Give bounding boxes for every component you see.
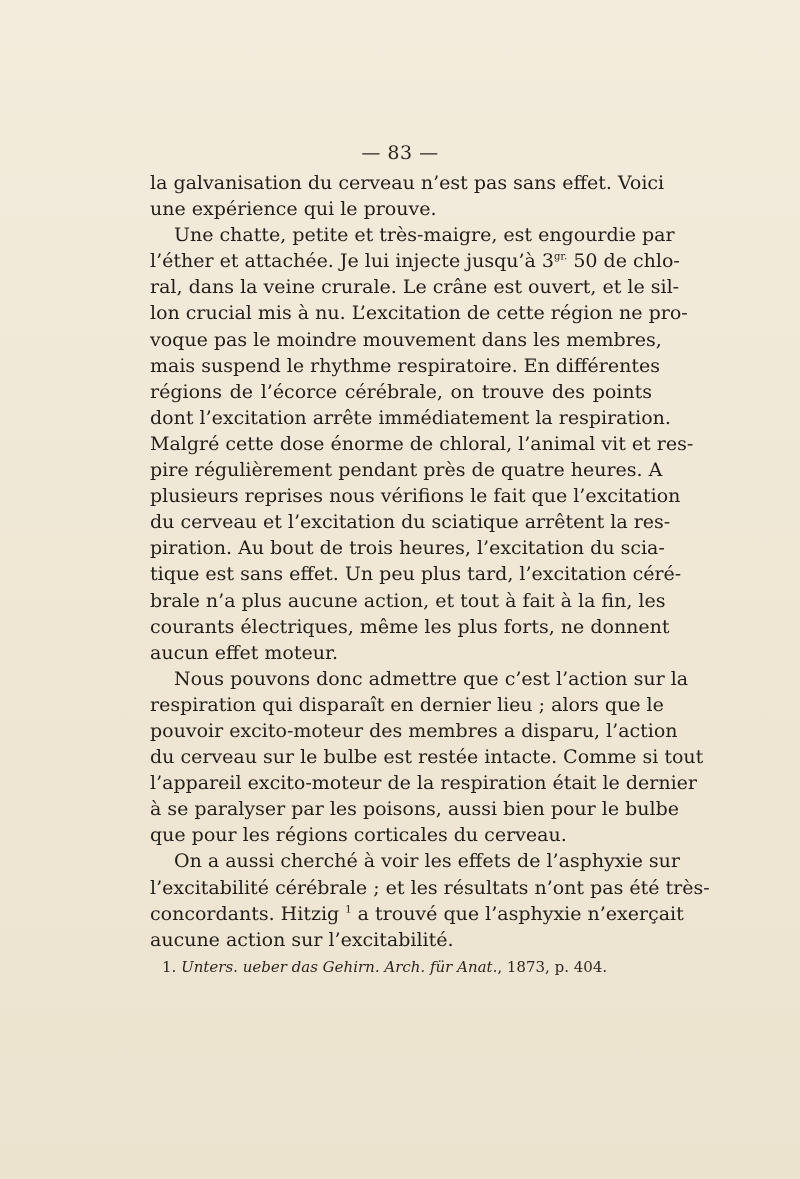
- body-text: [150, 170, 710, 953]
- text-line: aucune action sur l’excitabilité.: [150, 928, 454, 951]
- superscript: gr.: [554, 251, 568, 263]
- text-line: l’excitabilité cérébrale ; et les résultats n’ont pas été très-: [150, 876, 710, 899]
- text-line: du cerveau et l’excitation du sciatique arrêtent la res-: [150, 511, 671, 534]
- text-line: plusieurs reprises nous vérifions le fait que l’excitation: [150, 485, 681, 508]
- text-line: [150, 248, 680, 274]
- text-line: Nous pouvons donc admettre que c’est l’action sur la: [174, 667, 689, 690]
- text-line: à se paralyser par les poisons, aussi bien pour le bulbe: [150, 798, 680, 821]
- footnote: [162, 958, 682, 976]
- page-number: — 83 —: [361, 142, 439, 164]
- text-segment: a trouvé que l’asphyxie n’exerçait: [351, 902, 684, 925]
- text-line: On a aussi cherché à voir les effets de l’asphyxie sur: [174, 850, 680, 873]
- text-line: Une chatte, petite et très-maigre, est engourdie par: [174, 224, 675, 247]
- text-line: courants électriques, même les plus forts, ne donnent: [150, 615, 670, 638]
- text-line: que pour les régions corticales du cerveau.: [150, 824, 567, 847]
- text-segment: concordants. Hitzig: [150, 902, 346, 925]
- text-line: une expérience qui le prouve.: [150, 198, 437, 221]
- text-segment: 50 de chlo-: [567, 250, 680, 273]
- text-line: pouvoir excito-moteur des membres a disparu, l’action: [150, 719, 678, 742]
- text-line: du cerveau sur le bulbe est restée intacte. Comme si tout: [150, 746, 704, 769]
- text-segment: l’éther et attachée. Je lui injecte jusqu’à 3: [150, 250, 555, 273]
- text-line: Malgré cette dose énorme de chloral, l’animal vit et res-: [150, 432, 694, 455]
- text-line: respiration qui disparaît en dernier lieu ; alors que le: [150, 693, 664, 716]
- footnote-number: 1.: [162, 958, 177, 976]
- text-line: lon crucial mis à nu. L’excitation de cette région ne pro-: [150, 302, 688, 325]
- text-line: ral, dans la veine crurale. Le crâne est ouvert, et le sil-: [150, 276, 680, 299]
- text-line: mais suspend le rhythme respiratoire. En différentes: [150, 354, 660, 377]
- text-line: brale n’a plus aucune action, et tout à fait à la fin, les: [150, 589, 666, 612]
- text-line: [150, 901, 684, 927]
- text-line: pire régulièrement pendant près de quatre heures. A: [150, 459, 663, 482]
- superscript: 1: [345, 904, 352, 916]
- text-line: tique est sans effet. Un peu plus tard, l’excitation céré-: [150, 563, 682, 586]
- text-line: voque pas le moindre mouvement dans les membres,: [150, 328, 662, 351]
- text-line: piration. Au bout de trois heures, l’excitation du scia-: [150, 537, 665, 560]
- text-line: la galvanisation du cerveau n’est pas sans effet. Voici: [150, 172, 665, 194]
- text-line: dont l’excitation arrête immédiatement la respiration.: [150, 406, 671, 429]
- text-line: aucun effet moteur.: [150, 641, 338, 664]
- text-line: l’appareil excito-moteur de la respiration était le dernier: [150, 772, 697, 795]
- text-line: régions de l’écorce cérébrale, on trouve des points: [150, 380, 652, 403]
- footnote-citation-title: Unters. ueber das Gehirn. Arch. für Anat.: [181, 958, 498, 976]
- footnote-citation-details: , 1873, p. 404.: [497, 958, 608, 976]
